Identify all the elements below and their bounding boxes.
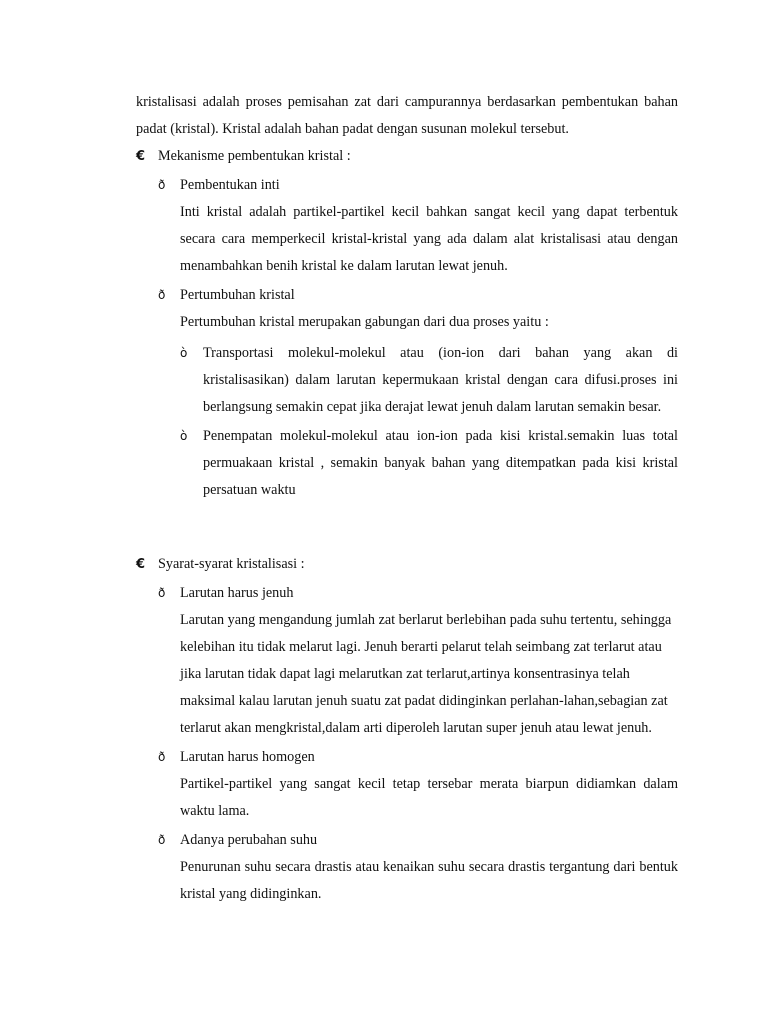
subsection-heading	[0, 580, 768, 607]
euro-bullet-icon: €	[136, 149, 146, 164]
subsection-title: Larutan harus jenuh	[180, 585, 294, 601]
subsection-heading	[0, 744, 768, 771]
hand-bullet-icon: ò	[180, 429, 188, 443]
section-mekanisme	[0, 143, 768, 504]
subsection-title: Pembentukan inti	[180, 177, 280, 193]
subsection-body: Larutan yang mengandung jumlah zat berlarut berlebihan pada suhu tertentu, sehingga kelebihan itu tidak melarut lagi. Jenuh berarti pelarut telah seimbang zat terlarut atau jika larutan tidak dapat lagi melarutkan zat terlarut,artinya konsentrasinya telah maksimal kalau larutan jenuh suatu zat padat didinginkan perlahan-lahan,sebagian zat terlarut akan mengkristal,dalam arti diperoleh larutan super jenuh atau lewat jenuh.	[180, 612, 672, 736]
section-title: Mekanisme pembentukan kristal :	[158, 148, 351, 164]
subsection-body: Partikel-partikel yang sangat kecil tetap tersebar merata biarpun didiamkan dalam waktu lama.	[180, 776, 678, 819]
subsection-title: Larutan harus homogen	[180, 749, 315, 765]
list-item-text: Transportasi molekul-molekul atau (ion-ion dari bahan yang akan di kristalisasikan) dalam larutan kepermukaan kristal dengan cara difusi.proses ini berlangsung semakin cepat jika derajat lewat jenuh dalam larutan semakin besar.	[203, 345, 678, 415]
hand-bullet-icon: ò	[180, 346, 188, 360]
arrow-bullet-icon: ð	[158, 833, 166, 847]
subsection-title: Pertumbuhan kristal	[180, 287, 295, 303]
subsection-body: Penurunan suhu secara drastis atau kenaikan suhu secara drastis tergantung dari bentuk kristal yang didinginkan.	[180, 859, 678, 902]
arrow-bullet-icon: ð	[158, 288, 166, 302]
subsection-heading	[0, 172, 768, 199]
section-heading	[0, 143, 768, 170]
arrow-bullet-icon: ð	[158, 178, 166, 192]
euro-bullet-icon: €	[136, 557, 146, 572]
intro-paragraph: kristalisasi adalah proses pemisahan zat dari campurannya berdasarkan pembentukan bahan padat (kristal). Kristal adalah bahan padat dengan susunan molekul tersebut.	[136, 94, 678, 137]
arrow-bullet-icon: ð	[158, 750, 166, 764]
list-item	[180, 340, 678, 421]
subsection-body: Pertumbuhan kristal merupakan gabungan dari dua proses yaitu :	[180, 314, 549, 330]
list-item-text: Penempatan molekul-molekul atau ion-ion pada kisi kristal.semakin luas total permuakaan kristal , semakin banyak bahan yang ditempatkan pada kisi kristal persatuan waktu	[203, 428, 678, 498]
subsection-title: Adanya perubahan suhu	[180, 832, 318, 848]
subsection-heading	[0, 282, 768, 309]
section-syarat	[0, 551, 768, 908]
arrow-bullet-icon: ð	[158, 586, 166, 600]
section-title: Syarat-syarat kristalisasi :	[158, 556, 305, 572]
list-item	[180, 423, 678, 504]
subsection-heading	[0, 827, 768, 854]
subsection-body: Inti kristal adalah partikel-partikel kecil bahkan sangat kecil yang dapat terbentuk secara cara memperkecil kristal-kristal yang ada dalam alat kristalisasi atau dengan menambahkan benih kristal ke dalam larutan lewat jenuh.	[180, 204, 678, 274]
section-heading	[0, 551, 768, 578]
